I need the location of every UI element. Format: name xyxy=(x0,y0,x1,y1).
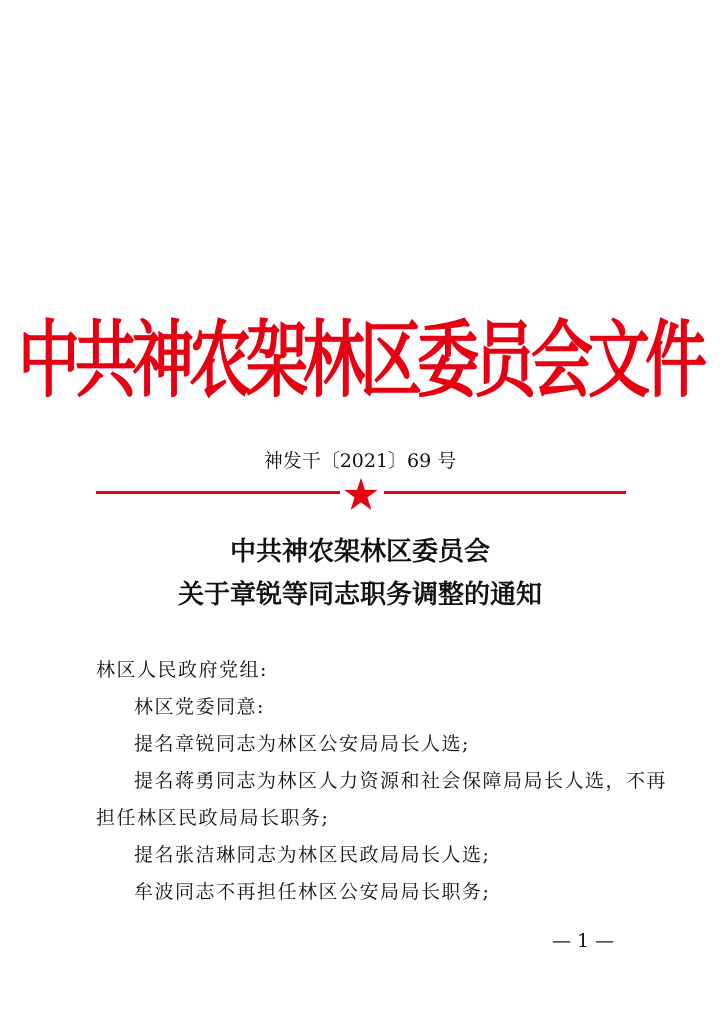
document-number: 神发干〔2021〕69 号 xyxy=(263,450,457,472)
page-number: — 1 — xyxy=(552,930,615,952)
red-star-icon xyxy=(343,477,379,511)
body-paragraph: 提名张洁琳同志为林区民政局局长人选; xyxy=(134,844,491,866)
notice-title-line-2: 关于章锐等同志职务调整的通知 xyxy=(177,580,542,610)
red-rule-right xyxy=(384,491,626,494)
notice-title-line-1: 中共神农架林区委员会 xyxy=(229,537,490,567)
body-paragraph: 林区党委同意: xyxy=(134,696,265,718)
body-paragraph: 提名蒋勇同志为林区人力资源和社会保障局局长人选，不再 xyxy=(134,770,668,792)
red-rule-left xyxy=(96,491,340,494)
salutation: 林区人民政府党组: xyxy=(96,659,268,681)
masthead-title: 中共神农架林区委员会文件 xyxy=(17,310,702,410)
body-paragraph: 牟波同志不再担任林区公安局局长职务; xyxy=(134,881,491,903)
body-paragraph: 提名章锐同志为林区公安局局长人选; xyxy=(134,733,470,755)
body-paragraph-continuation: 担任林区民政局局长职务; xyxy=(96,807,330,829)
